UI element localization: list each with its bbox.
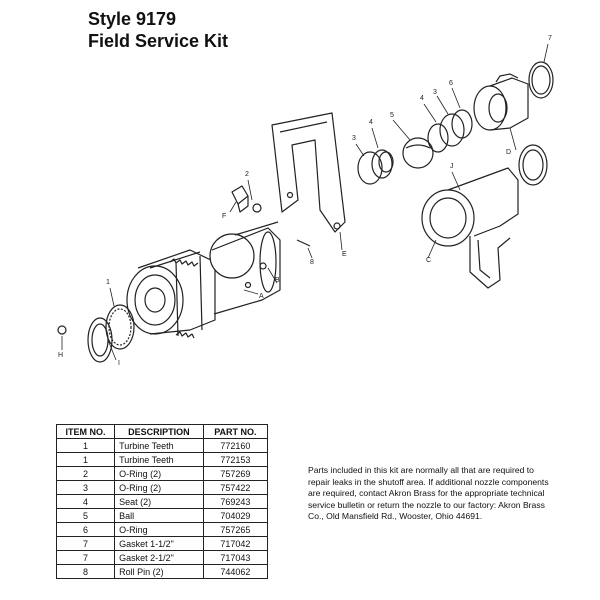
cell-part-no: 704029 [203,509,267,523]
header-item-no: ITEM NO. [57,425,115,439]
table-row [57,439,268,453]
callout-7a: 7 [548,35,552,42]
cell-part-no: 757269 [203,467,267,481]
cell-item: 3 [57,481,115,495]
handle-bail [272,113,345,232]
cell-part-no: 717042 [203,537,267,551]
fitting-f [232,186,261,212]
parts-table [56,424,268,579]
valve-body-c [422,145,547,288]
cell-description: Turbine Teeth [115,439,204,453]
callout-4b: 4 [420,95,424,102]
cell-description: O-Ring (2) [115,467,204,481]
callout-5: 5 [390,112,394,119]
callout-j: J [450,163,454,170]
roll-pin [297,240,310,246]
cell-part-no: 717043 [203,551,267,565]
header-part-no: PART NO. [203,425,267,439]
cell-part-no: 772153 [203,453,267,467]
callout-3b: 3 [433,89,437,96]
table-row [57,453,268,467]
cell-description: Turbine Teeth [115,453,204,467]
table-row [57,481,268,495]
cell-part-no: 769243 [203,495,267,509]
cell-description: Gasket 2-1/2" [115,551,204,565]
cell-part-no: 744062 [203,565,267,579]
table-row [57,509,268,523]
callout-e: E [342,251,347,258]
callout-c: C [426,257,432,264]
table-row [57,565,268,579]
callout-3a: 3 [352,135,356,142]
cell-part-no: 757422 [203,481,267,495]
callout-2: 2 [245,171,249,178]
callout-i: I [118,360,120,367]
cell-description: Gasket 1-1/2" [115,537,204,551]
table-row [57,537,268,551]
cell-item: 2 [57,467,115,481]
kit-heading: Field Service Kit [88,31,229,51]
table-row [57,551,268,565]
callout-6: 6 [449,80,453,87]
nozzle-body [210,222,280,314]
turbine-teeth-rings [58,305,134,362]
callout-b: B [275,277,280,284]
callout-a: A [259,293,264,300]
callout-4a: 4 [369,119,373,126]
callout-h: H [58,352,64,359]
cell-item: 1 [57,453,115,467]
cell-part-no: 772160 [203,439,267,453]
style-heading: Style 9179 [88,9,177,29]
nozzle-tip [127,250,215,338]
cell-description: Roll Pin (2) [115,565,204,579]
cell-item: 8 [57,565,115,579]
cell-description: Seat (2) [115,495,204,509]
coupling-d [474,62,553,130]
cell-item: 4 [57,495,115,509]
cell-item: 7 [57,537,115,551]
cell-item: 6 [57,523,115,537]
callout-d: D [506,149,512,156]
table-row [57,495,268,509]
service-note: Parts included in this kit are normally all that are required to repair leaks in the shutoff area. If additional nozzle components are required, contact Akron Brass for the appropriate technical service bulletin or return the nozzle to our factory: Akron Brass Co., Old Mansfield Rd., Wooster, Ohio 44691. [308,465,549,521]
cell-item: 5 [57,509,115,523]
table-row [57,467,268,481]
cell-description: O-Ring (2) [115,481,204,495]
cell-item: 7 [57,551,115,565]
cell-part-no: 757265 [203,523,267,537]
callout-1a: 1 [106,279,110,286]
cell-description: O-Ring [115,523,204,537]
table-header-row [57,425,268,439]
table-row [57,523,268,537]
cell-description: Ball [115,509,204,523]
seal-stack [358,110,472,184]
callout-8: 8 [310,259,314,266]
callout-f: F [222,213,227,220]
cell-item: 1 [57,439,115,453]
header-description: DESCRIPTION [115,425,204,439]
